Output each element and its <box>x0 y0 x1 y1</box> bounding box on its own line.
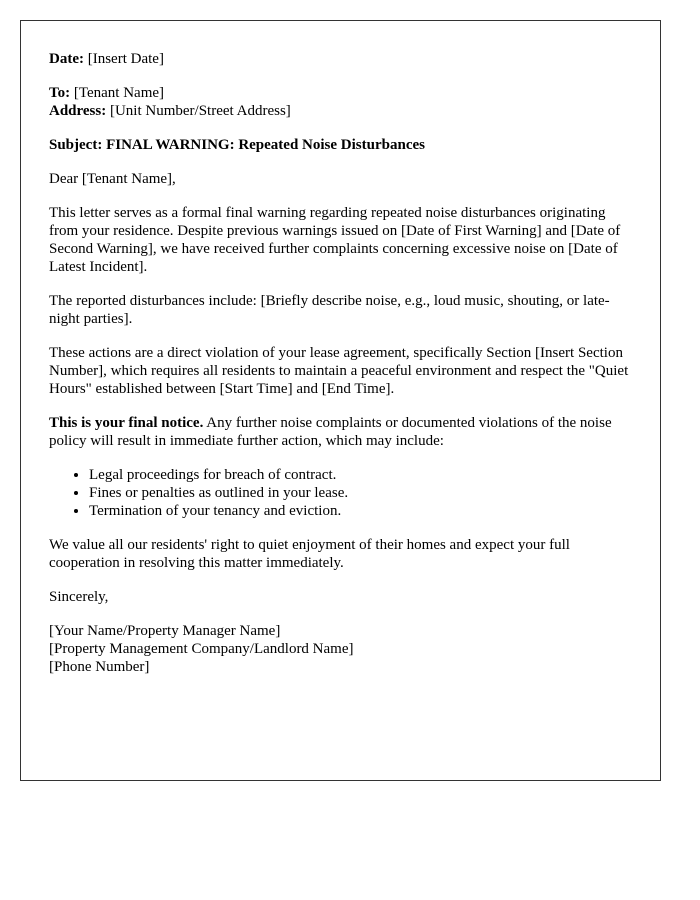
date-value: [Insert Date] <box>87 51 164 67</box>
paragraph-warning: This letter serves as a formal final warning regarding repeated noise disturbances originating from your residence. Despite previous warnings issued on [Date of First Warning] and [Date of Second Warning], we have received further complaints concerning excessive noise on [Date of Latest Incident]. <box>49 205 621 275</box>
to-value: [Tenant Name] <box>73 85 165 101</box>
signature-company: [Property Management Company/Landlord Name] <box>49 641 354 657</box>
final-notice-text: Any further noise complaints or documented violations of the noise policy will result in immediate further action, which may include: <box>49 415 612 449</box>
date-line <box>49 50 632 68</box>
date-label: Date: <box>49 51 84 67</box>
letter-document <box>20 20 661 781</box>
closing-paragraph: We value all our residents' right to quiet enjoyment of their homes and expect your full cooperation in resolving this matter immediately. <box>49 537 570 571</box>
paragraph-violation: These actions are a direct violation of your lease agreement, specifically Section [Insert Section Number], which requires all residents to maintain a peaceful environment and respect the "Quiet Hours" established between [Start Time] and [End Time]. <box>49 345 629 397</box>
paragraph-disturbances: The reported disturbances include: [Briefly describe noise, e.g., loud music, shouting, or late-night parties]. <box>49 293 610 327</box>
sign-off: Sincerely, <box>49 589 109 605</box>
paragraph-final-notice <box>49 414 632 450</box>
signature-block <box>49 622 632 676</box>
subject-text: Subject: FINAL WARNING: Repeated Noise Disturbances <box>49 137 425 153</box>
consequences-list <box>49 466 632 520</box>
address-label: Address: <box>49 103 107 119</box>
address-value: [Unit Number/Street Address] <box>109 103 291 119</box>
salutation: Dear [Tenant Name], <box>49 171 176 187</box>
list-item: • Termination of your tenancy and eviction. <box>89 502 632 520</box>
list-item: • Legal proceedings for breach of contract. <box>89 466 632 484</box>
list-item: • Fines or penalties as outlined in your lease. <box>89 484 632 502</box>
recipient-block <box>49 84 632 120</box>
subject-line <box>49 136 632 154</box>
signature-name: [Your Name/Property Manager Name] <box>49 623 281 639</box>
final-notice-bold: This is your final notice. <box>49 415 204 431</box>
address-line <box>49 102 632 120</box>
to-line <box>49 84 632 102</box>
to-label: To: <box>49 85 71 101</box>
signature-phone: [Phone Number] <box>49 659 150 675</box>
